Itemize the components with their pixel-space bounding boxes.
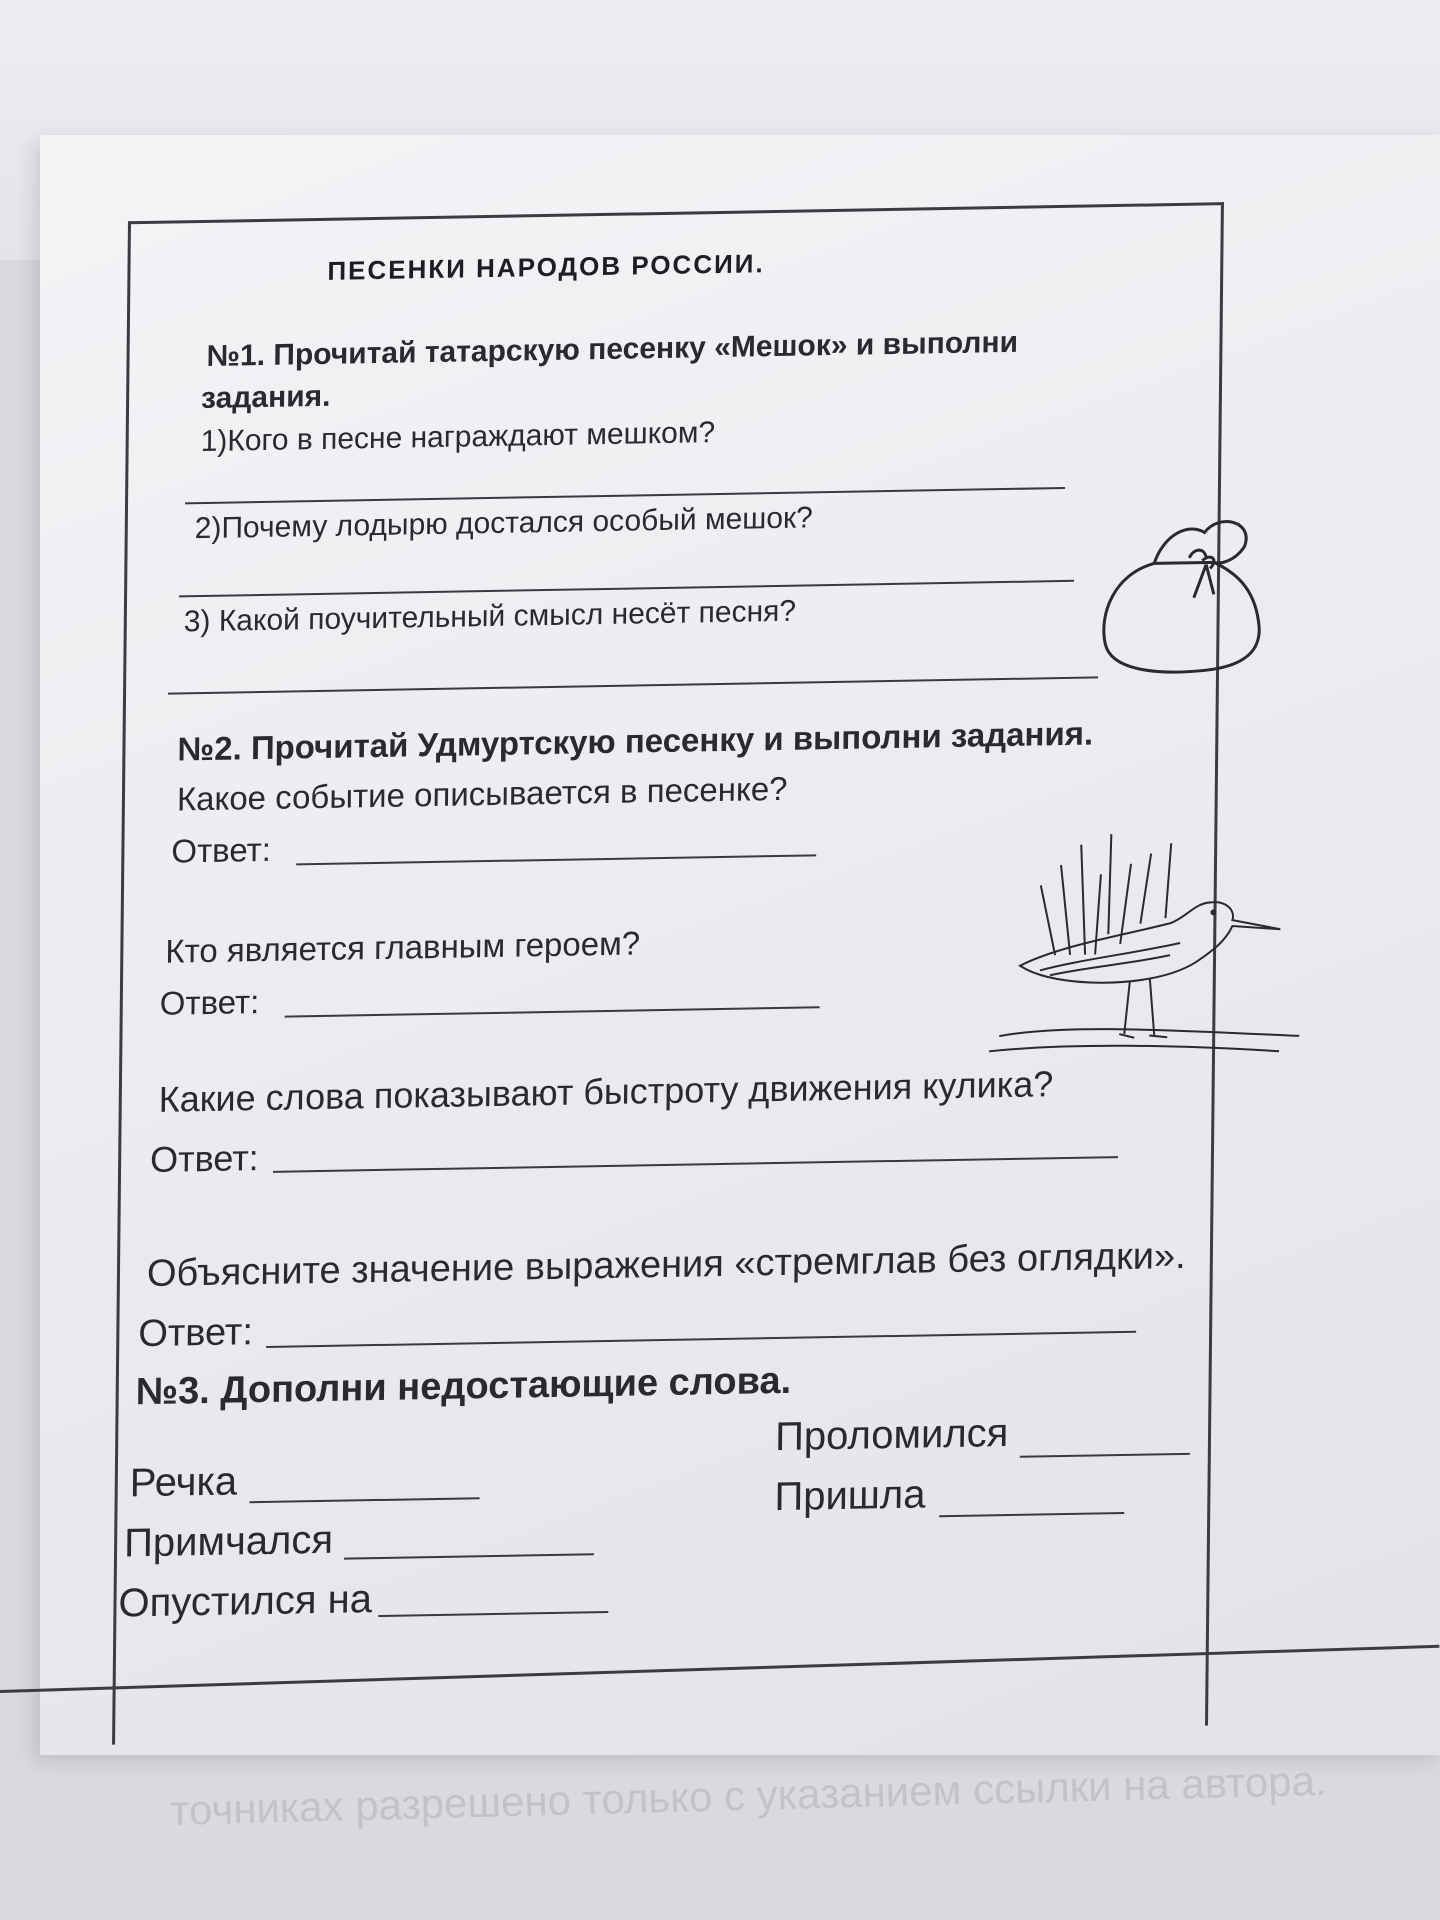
answer-label: Ответ: — [138, 1311, 254, 1356]
task3-heading: №3. Дополни недостающие слова. — [135, 1359, 792, 1414]
sandpiper-illustration — [979, 821, 1311, 1067]
sack-illustration — [1093, 501, 1275, 684]
task2-question-4: Объясните значение выражения «стремглав без оглядки». — [146, 1234, 1186, 1296]
answer-label: Ответ: — [159, 983, 260, 1022]
fill-item-left: Речка — [129, 1459, 238, 1506]
task1-heading-cont: задания. — [200, 379, 331, 416]
fill-item-right: Проломился — [774, 1410, 1009, 1460]
fill-item-right: Пришла — [774, 1472, 926, 1520]
answer-label: Ответ: — [149, 1137, 259, 1180]
task2-heading: №2. Прочитай Удмуртскую песенку и выполни задания. — [177, 714, 1094, 768]
worksheet — [72, 199, 1403, 1742]
answer-label: Ответ: — [171, 830, 272, 870]
footer-copyright-text: точниках разрешено только с указанием ссылки на автора. — [169, 1756, 1328, 1835]
task2-question-1: Какое событие описывается в песенке? — [176, 769, 788, 818]
task1-question-1: 1)Кого в песне награждают мешком? — [200, 416, 716, 459]
fill-item-left: Примчался — [123, 1517, 334, 1566]
task1-question-3: 3) Какой поучительный смысл несёт песня? — [183, 594, 797, 639]
task1-question-2: 2)Почему лодырю достался особый мешок? — [194, 501, 814, 546]
task2-question-3: Какие слова показывают быстроту движения кулика? — [158, 1063, 1054, 1120]
task1-heading: №1. Прочитай татарскую песенку «Мешок» и выполни — [206, 325, 1019, 373]
fill-item-left: Опустился на — [118, 1577, 373, 1626]
worksheet-title: ПЕСЕНКИ НАРОДОВ РОССИИ. — [327, 248, 765, 286]
task2-question-2: Кто является главным героем? — [165, 924, 641, 970]
